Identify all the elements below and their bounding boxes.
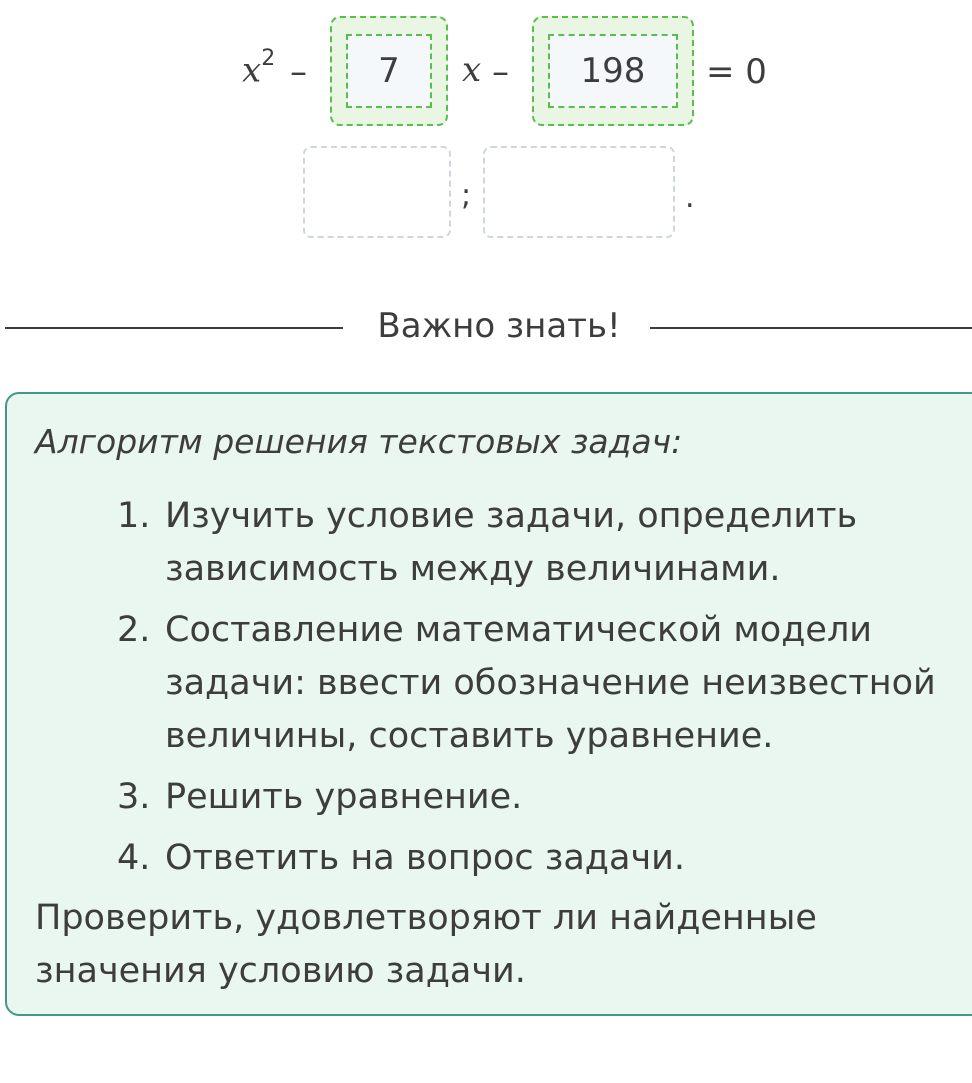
- steps-list: [117, 490, 957, 893]
- coefficient-c-value[interactable]: 198: [548, 34, 678, 108]
- list-item: [117, 490, 957, 596]
- step-number: 2.: [117, 610, 151, 650]
- list-item: [117, 832, 957, 885]
- step-text: Изучить условие задачи, определить зависимость между величинами.: [165, 496, 858, 589]
- minus-sign: –: [492, 52, 509, 92]
- important-title: Важно знать!: [377, 306, 621, 346]
- step-number: 3.: [117, 777, 151, 817]
- root-1-slot[interactable]: [303, 146, 451, 238]
- coefficient-b-slot[interactable]: [330, 16, 448, 126]
- variable-x: x: [462, 50, 482, 90]
- equation-row: [0, 16, 972, 126]
- equals-zero: = 0: [706, 52, 767, 92]
- minus-sign: –: [290, 52, 307, 92]
- x-squared-term: [242, 46, 276, 91]
- list-item: [117, 771, 957, 824]
- list-item: [117, 604, 957, 763]
- exponent: 2: [261, 46, 276, 71]
- info-box: [5, 392, 972, 1016]
- algorithm-heading: Алгоритм решения текстовых задач:: [35, 422, 683, 461]
- variable-x: x: [242, 50, 262, 91]
- step-number: 1.: [117, 496, 151, 536]
- step-text: Составление математической модели задачи: ввести обозначение неизвестной величины, составить уравнение.: [165, 610, 936, 756]
- step-text: Ответить на вопрос задачи.: [165, 838, 686, 878]
- coefficient-c-slot[interactable]: [532, 16, 694, 126]
- divider-line-right: [650, 327, 972, 329]
- step-text: Решить уравнение.: [165, 777, 523, 817]
- period: .: [685, 180, 695, 215]
- step-number: 4.: [117, 838, 151, 878]
- root-2-slot[interactable]: [483, 146, 675, 238]
- check-note: Проверить, удовлетворяют ли найденные значения условию задачи.: [35, 898, 817, 991]
- separator: ;: [461, 178, 472, 213]
- coefficient-b-value[interactable]: 7: [346, 34, 432, 108]
